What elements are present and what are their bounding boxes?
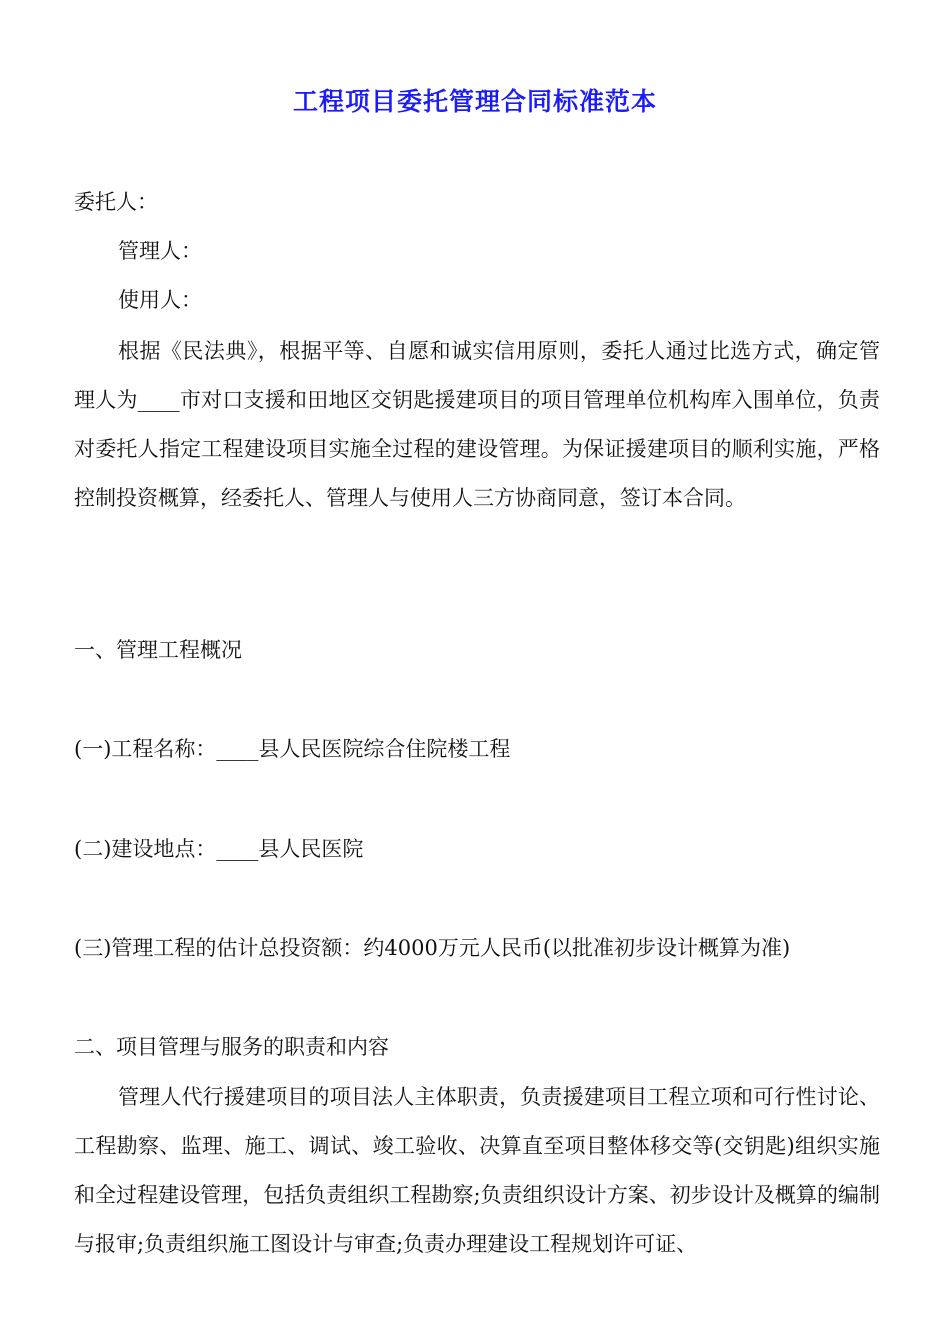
section2-body-paragraph: 管理人代行援建项目的项目法人主体职责，负责援建项目工程立项和可行性讨论、工程勘察、监理、施工、调试、竣工验收、决算直至项目整体移交等(交钥匙)组织实施和全过程建设管理，包括负责组织工程勘察;负责组织设计方案、初步设计及概算的编制与报审;负责组织施工图设计与审查;负责办理建设工程规划许可证、 [74, 1085, 880, 1256]
party-manager-label: 管理人： [118, 239, 202, 263]
section2-heading: 二、项目管理与服务的职责和内容 [74, 1035, 389, 1059]
preamble-paragraph: 根据《民法典》，根据平等、自愿和诚实信用原则，委托人通过比选方式，确定管理人为____市对口支援和田地区交钥匙援建项目的项目管理单位机构库入围单位，负责对委托人指定工程建设项目实施全过程的建设管理。为保证援建项目的顺利实施，严格控制投资概算，经委托人、管理人与使用人三方协商同意，签订本合同。 [74, 339, 880, 510]
section1-item-location: (二)建设地点：____县人民医院 [74, 837, 364, 861]
section1-item-investment: (三)管理工程的估计总投资额：约4000万元人民币(以批准初步设计概算为准) [74, 936, 791, 960]
document-title: 工程项目委托管理合同标准范本 [292, 87, 657, 116]
section1-item-project-name: (一)工程名称：____县人民医院综合住院楼工程 [74, 737, 511, 761]
party-user-label: 使用人： [118, 288, 202, 312]
section1-heading: 一、管理工程概况 [74, 638, 242, 662]
party-client-label: 委托人： [74, 190, 158, 214]
